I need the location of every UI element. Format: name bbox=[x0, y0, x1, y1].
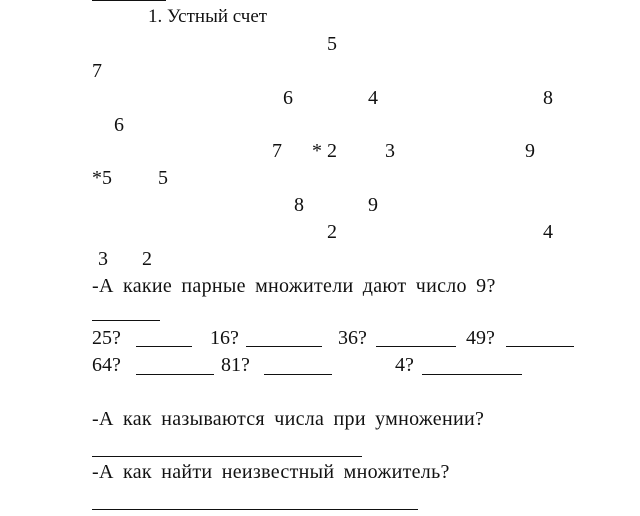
answer-line bbox=[246, 346, 322, 347]
number: 5 bbox=[158, 167, 168, 189]
number: 6 bbox=[283, 87, 293, 109]
number: 4 bbox=[543, 221, 553, 243]
number: 8 bbox=[294, 194, 304, 216]
exercise-item: 36? bbox=[338, 327, 367, 349]
answer-line bbox=[92, 320, 160, 321]
exercise-item: 25? bbox=[92, 327, 121, 349]
number: 7 bbox=[92, 60, 102, 82]
number: 8 bbox=[543, 87, 553, 109]
number: 9 bbox=[525, 140, 535, 162]
question-paired-factors: -А какие парные множители дают число 9? bbox=[92, 275, 496, 297]
number: 7 bbox=[272, 140, 282, 162]
exercise-item: 16? bbox=[210, 327, 239, 349]
top-rule bbox=[92, 0, 166, 1]
exercise-item: 81? bbox=[221, 354, 250, 376]
exercise-item: 4? bbox=[395, 354, 414, 376]
section-title: 1. Устный счет bbox=[148, 6, 268, 27]
number: 2 bbox=[327, 221, 337, 243]
answer-line bbox=[136, 374, 214, 375]
number: 3 bbox=[98, 248, 108, 270]
number: 4 bbox=[368, 87, 378, 109]
number: *5 bbox=[92, 167, 112, 189]
number: 2 bbox=[142, 248, 152, 270]
exercise-item: 49? bbox=[466, 327, 495, 349]
exercise-item: 64? bbox=[92, 354, 121, 376]
answer-line bbox=[506, 346, 574, 347]
answer-line bbox=[92, 509, 418, 510]
answer-line bbox=[264, 374, 332, 375]
number: 9 bbox=[368, 194, 378, 216]
number: 5 bbox=[327, 33, 337, 55]
question-unknown-factor: -А как найти неизвестный множитель? bbox=[92, 461, 450, 483]
number: 6 bbox=[114, 114, 124, 136]
answer-line bbox=[422, 374, 522, 375]
answer-line bbox=[92, 456, 362, 457]
number: * 2 bbox=[312, 140, 337, 162]
number: 3 bbox=[385, 140, 395, 162]
answer-line bbox=[136, 346, 192, 347]
question-factor-names: -А как называются числа при умножении? bbox=[92, 408, 485, 430]
answer-line bbox=[376, 346, 456, 347]
